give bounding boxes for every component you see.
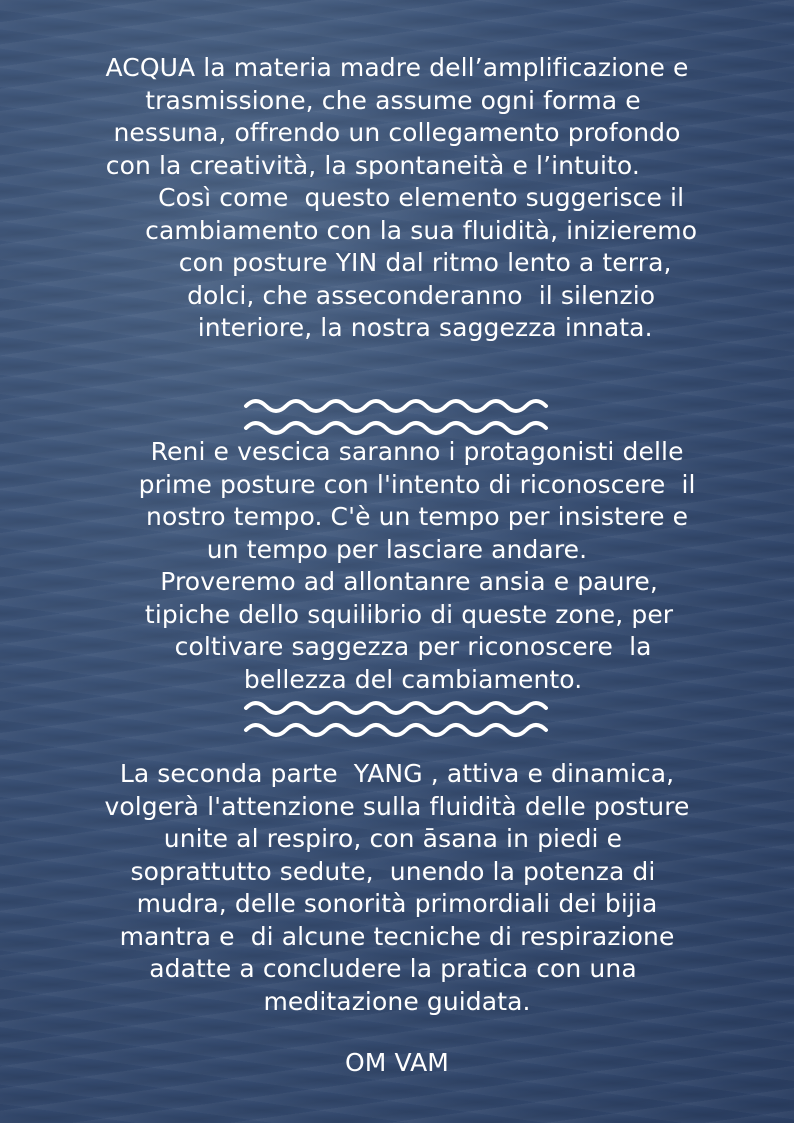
paragraph-water-intro xyxy=(0,52,794,345)
text-line: Reni e vescica saranno i protagonisti delle xyxy=(110,437,684,466)
text-line: con la creatività, la spontaneità e l’intuito. xyxy=(105,150,689,180)
text-line: un tempo per lasciare andare. xyxy=(206,534,588,564)
text-line: soprattutto sedute, unendo la potenza di xyxy=(130,856,664,886)
text-line: dolci, che asseconderanno il silenzio xyxy=(130,280,664,310)
text-line: trasmissione, che assume ogni forma e xyxy=(145,85,649,115)
text-line: con posture YIN dal ritmo lento a terra, xyxy=(122,248,672,277)
text-line: coltivare saggezza per riconoscere la xyxy=(142,632,652,661)
text-line: adatte a concludere la pratica con una xyxy=(149,954,645,983)
text-line: ACQUA la materia madre dell’amplificazione e xyxy=(105,53,689,82)
wave-divider-icon xyxy=(240,392,560,442)
paragraph-yang xyxy=(0,758,794,1018)
text-line: Così come questo elemento suggerisce il xyxy=(109,183,685,212)
text-line: prime posture con l'intento di riconoscere il xyxy=(98,469,696,499)
text-line: unite al respiro, con āsana in piedi e xyxy=(163,824,631,853)
text-line: cambiamento con la sua fluidità, inizieremo xyxy=(96,215,698,245)
closing-text: OM VAM xyxy=(345,1048,449,1077)
text-line: Proveremo ad allontanre ansia e paure, xyxy=(136,567,658,596)
text-line: meditazione guidata. xyxy=(263,986,531,1016)
text-line: bellezza del cambiamento. xyxy=(211,664,583,694)
wave-divider-icon xyxy=(240,694,560,744)
text-line: La seconda parte YANG , attiva e dinamica, xyxy=(119,759,675,788)
text-line: interiore, la nostra saggezza innata. xyxy=(141,313,653,342)
text-line: nostro tempo. C'è un tempo per insistere e xyxy=(105,502,689,531)
text-line: tipiche dello squilibrio di queste zone, per xyxy=(120,599,674,629)
closing-mantra xyxy=(0,1047,794,1080)
text-line: nessuna, offrendo un collegamento profondo xyxy=(113,118,681,147)
text-line: mudra, delle sonorità primordiali dei bijia xyxy=(136,889,658,918)
text-line: mantra e di alcune tecniche di respirazione xyxy=(119,921,675,951)
text-line: volgerà l'attenzione sulla fluidità delle posture xyxy=(104,791,690,821)
paragraph-kidneys xyxy=(0,436,794,696)
